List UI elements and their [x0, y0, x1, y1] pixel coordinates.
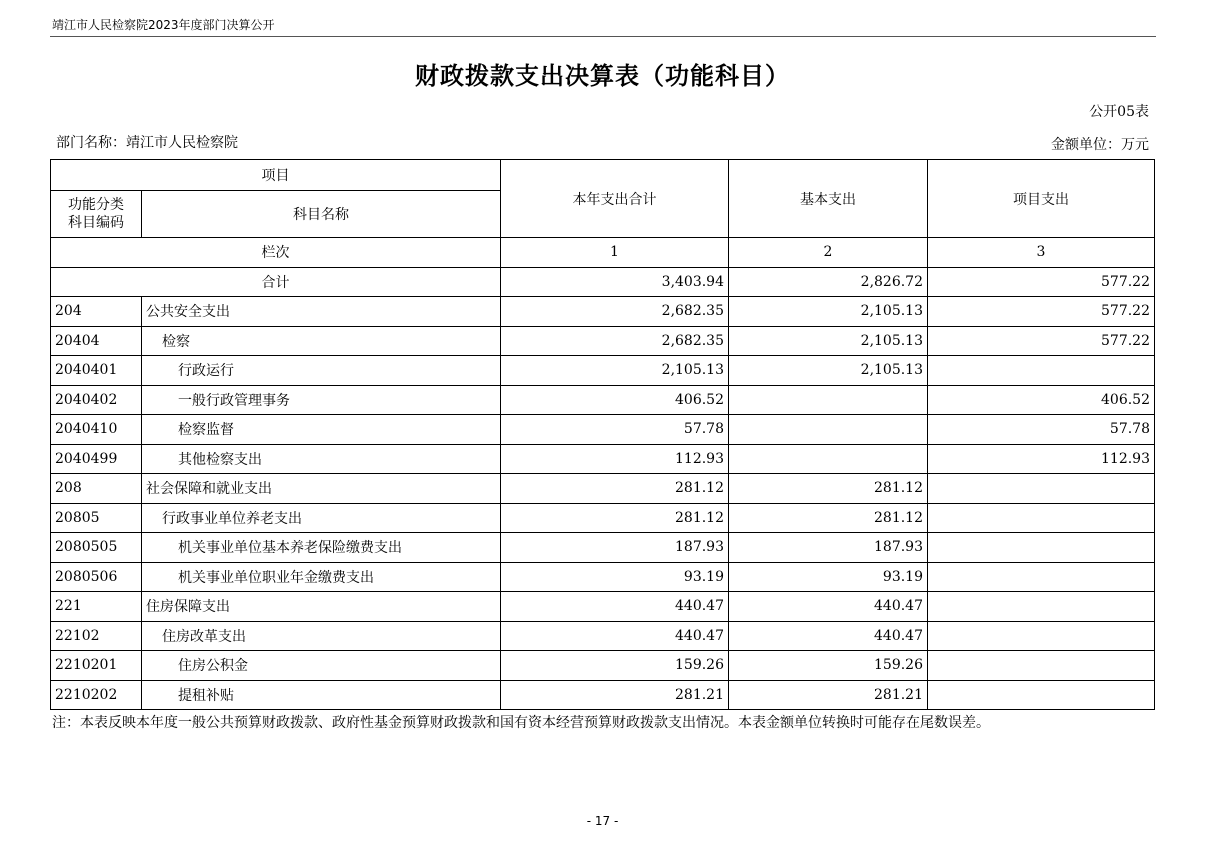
cell-code: 2080506: [51, 562, 142, 592]
amount-unit: 金额单位：万元: [1051, 137, 1149, 153]
table-row: [51, 621, 1155, 651]
cell-project: 112.93: [928, 444, 1155, 474]
header-project-expenditure: 项目支出: [928, 160, 1155, 238]
header-rule: [50, 36, 1156, 37]
cell-code: 2210202: [51, 680, 142, 710]
cell-total: 281.21: [501, 680, 729, 710]
column-index-row: [51, 238, 1155, 268]
running-header: 靖江市人民检察院2023年度部门决算公开: [52, 18, 275, 32]
form-number: 公开05表: [1089, 104, 1149, 120]
cell-code: 2040499: [51, 444, 142, 474]
cell-basic: 2,105.13: [729, 356, 928, 386]
cell-basic: 2,105.13: [729, 297, 928, 327]
cell-project: 57.78: [928, 415, 1155, 445]
header-code: [51, 191, 142, 238]
cell-name: 一般行政管理事务: [142, 385, 501, 415]
cell-code: 20805: [51, 503, 142, 533]
cell-total: 281.12: [501, 503, 729, 533]
page-title: 财政拨款支出决算表（功能科目）: [415, 62, 790, 90]
department-name: 部门名称：靖江市人民检察院: [56, 135, 238, 151]
cell-basic: 93.19: [729, 562, 928, 592]
header-total: 本年支出合计: [501, 160, 729, 238]
cell-project: [928, 356, 1155, 386]
cell-basic: 281.12: [729, 474, 928, 504]
cell-name: 其他检察支出: [142, 444, 501, 474]
cell-basic: 281.21: [729, 680, 928, 710]
expenditure-table: [50, 159, 1155, 710]
cell-code: 2080505: [51, 533, 142, 563]
totals-row: [51, 267, 1155, 297]
cell-name: 社会保障和就业支出: [142, 474, 501, 504]
table-row: [51, 415, 1155, 445]
cell-basic: [729, 385, 928, 415]
table-row: [51, 592, 1155, 622]
column-index-label: 栏次: [51, 238, 501, 268]
cell-basic: [729, 415, 928, 445]
cell-name: 检察: [142, 326, 501, 356]
cell-project: [928, 621, 1155, 651]
cell-project: [928, 592, 1155, 622]
cell-total: 93.19: [501, 562, 729, 592]
header-row-1: [51, 160, 1155, 191]
header-name: 科目名称: [142, 191, 501, 238]
cell-name: 公共安全支出: [142, 297, 501, 327]
table-row: [51, 444, 1155, 474]
cell-basic: 187.93: [729, 533, 928, 563]
cell-code: 208: [51, 474, 142, 504]
header-basic: 基本支出: [729, 160, 928, 238]
cell-total: 281.12: [501, 474, 729, 504]
cell-code: 2210201: [51, 651, 142, 681]
footnote: 注：本表反映本年度一般公共预算财政拨款、政府性基金预算财政拨款和国有资本经营预算财政拨款支出情况。本表金额单位转换时可能存在尾数误差。: [52, 715, 990, 731]
cell-project: [928, 474, 1155, 504]
cell-name: 住房保障支出: [142, 592, 501, 622]
cell-total: 440.47: [501, 621, 729, 651]
cell-project: [928, 680, 1155, 710]
header-project: 项目: [51, 160, 501, 191]
cell-project: [928, 651, 1155, 681]
cell-total: 112.93: [501, 444, 729, 474]
table-row: [51, 562, 1155, 592]
cell-project: [928, 562, 1155, 592]
cell-code: 2040402: [51, 385, 142, 415]
table-row: [51, 680, 1155, 710]
table-row: [51, 651, 1155, 681]
table-row: [51, 356, 1155, 386]
cell-total: 2,682.35: [501, 297, 729, 327]
cell-total: 187.93: [501, 533, 729, 563]
cell-code: 2040401: [51, 356, 142, 386]
cell-code: 20404: [51, 326, 142, 356]
cell-basic: 440.47: [729, 621, 928, 651]
totals-total: 3,403.94: [501, 267, 729, 297]
table-row: [51, 474, 1155, 504]
cell-total: 2,105.13: [501, 356, 729, 386]
cell-code: 2040410: [51, 415, 142, 445]
cell-name: 检察监督: [142, 415, 501, 445]
cell-project: 577.22: [928, 297, 1155, 327]
header-code-line2: 科目编码: [68, 215, 124, 231]
cell-project: 577.22: [928, 326, 1155, 356]
table-row: [51, 385, 1155, 415]
header-code-line1: 功能分类: [68, 197, 124, 213]
cell-name: 住房改革支出: [142, 621, 501, 651]
cell-project: [928, 503, 1155, 533]
cell-name: 提租补贴: [142, 680, 501, 710]
table-row: [51, 326, 1155, 356]
cell-total: 440.47: [501, 592, 729, 622]
cell-name: 行政事业单位养老支出: [142, 503, 501, 533]
column-index-1: 1: [501, 238, 729, 268]
table-row: [51, 533, 1155, 563]
cell-total: 159.26: [501, 651, 729, 681]
cell-project: [928, 533, 1155, 563]
cell-total: 2,682.35: [501, 326, 729, 356]
cell-code: 204: [51, 297, 142, 327]
cell-basic: 281.12: [729, 503, 928, 533]
cell-total: 57.78: [501, 415, 729, 445]
cell-basic: 159.26: [729, 651, 928, 681]
cell-project: 406.52: [928, 385, 1155, 415]
cell-total: 406.52: [501, 385, 729, 415]
cell-basic: [729, 444, 928, 474]
cell-code: 22102: [51, 621, 142, 651]
cell-basic: 440.47: [729, 592, 928, 622]
cell-name: 机关事业单位职业年金缴费支出: [142, 562, 501, 592]
column-index-2: 2: [729, 238, 928, 268]
totals-basic: 2,826.72: [729, 267, 928, 297]
cell-code: 221: [51, 592, 142, 622]
table-row: [51, 297, 1155, 327]
totals-label: 合计: [51, 267, 501, 297]
page-number: - 17 -: [586, 814, 619, 828]
cell-name: 机关事业单位基本养老保险缴费支出: [142, 533, 501, 563]
column-index-3: 3: [928, 238, 1155, 268]
table-row: [51, 503, 1155, 533]
totals-project: 577.22: [928, 267, 1155, 297]
cell-name: 行政运行: [142, 356, 501, 386]
cell-basic: 2,105.13: [729, 326, 928, 356]
cell-name: 住房公积金: [142, 651, 501, 681]
